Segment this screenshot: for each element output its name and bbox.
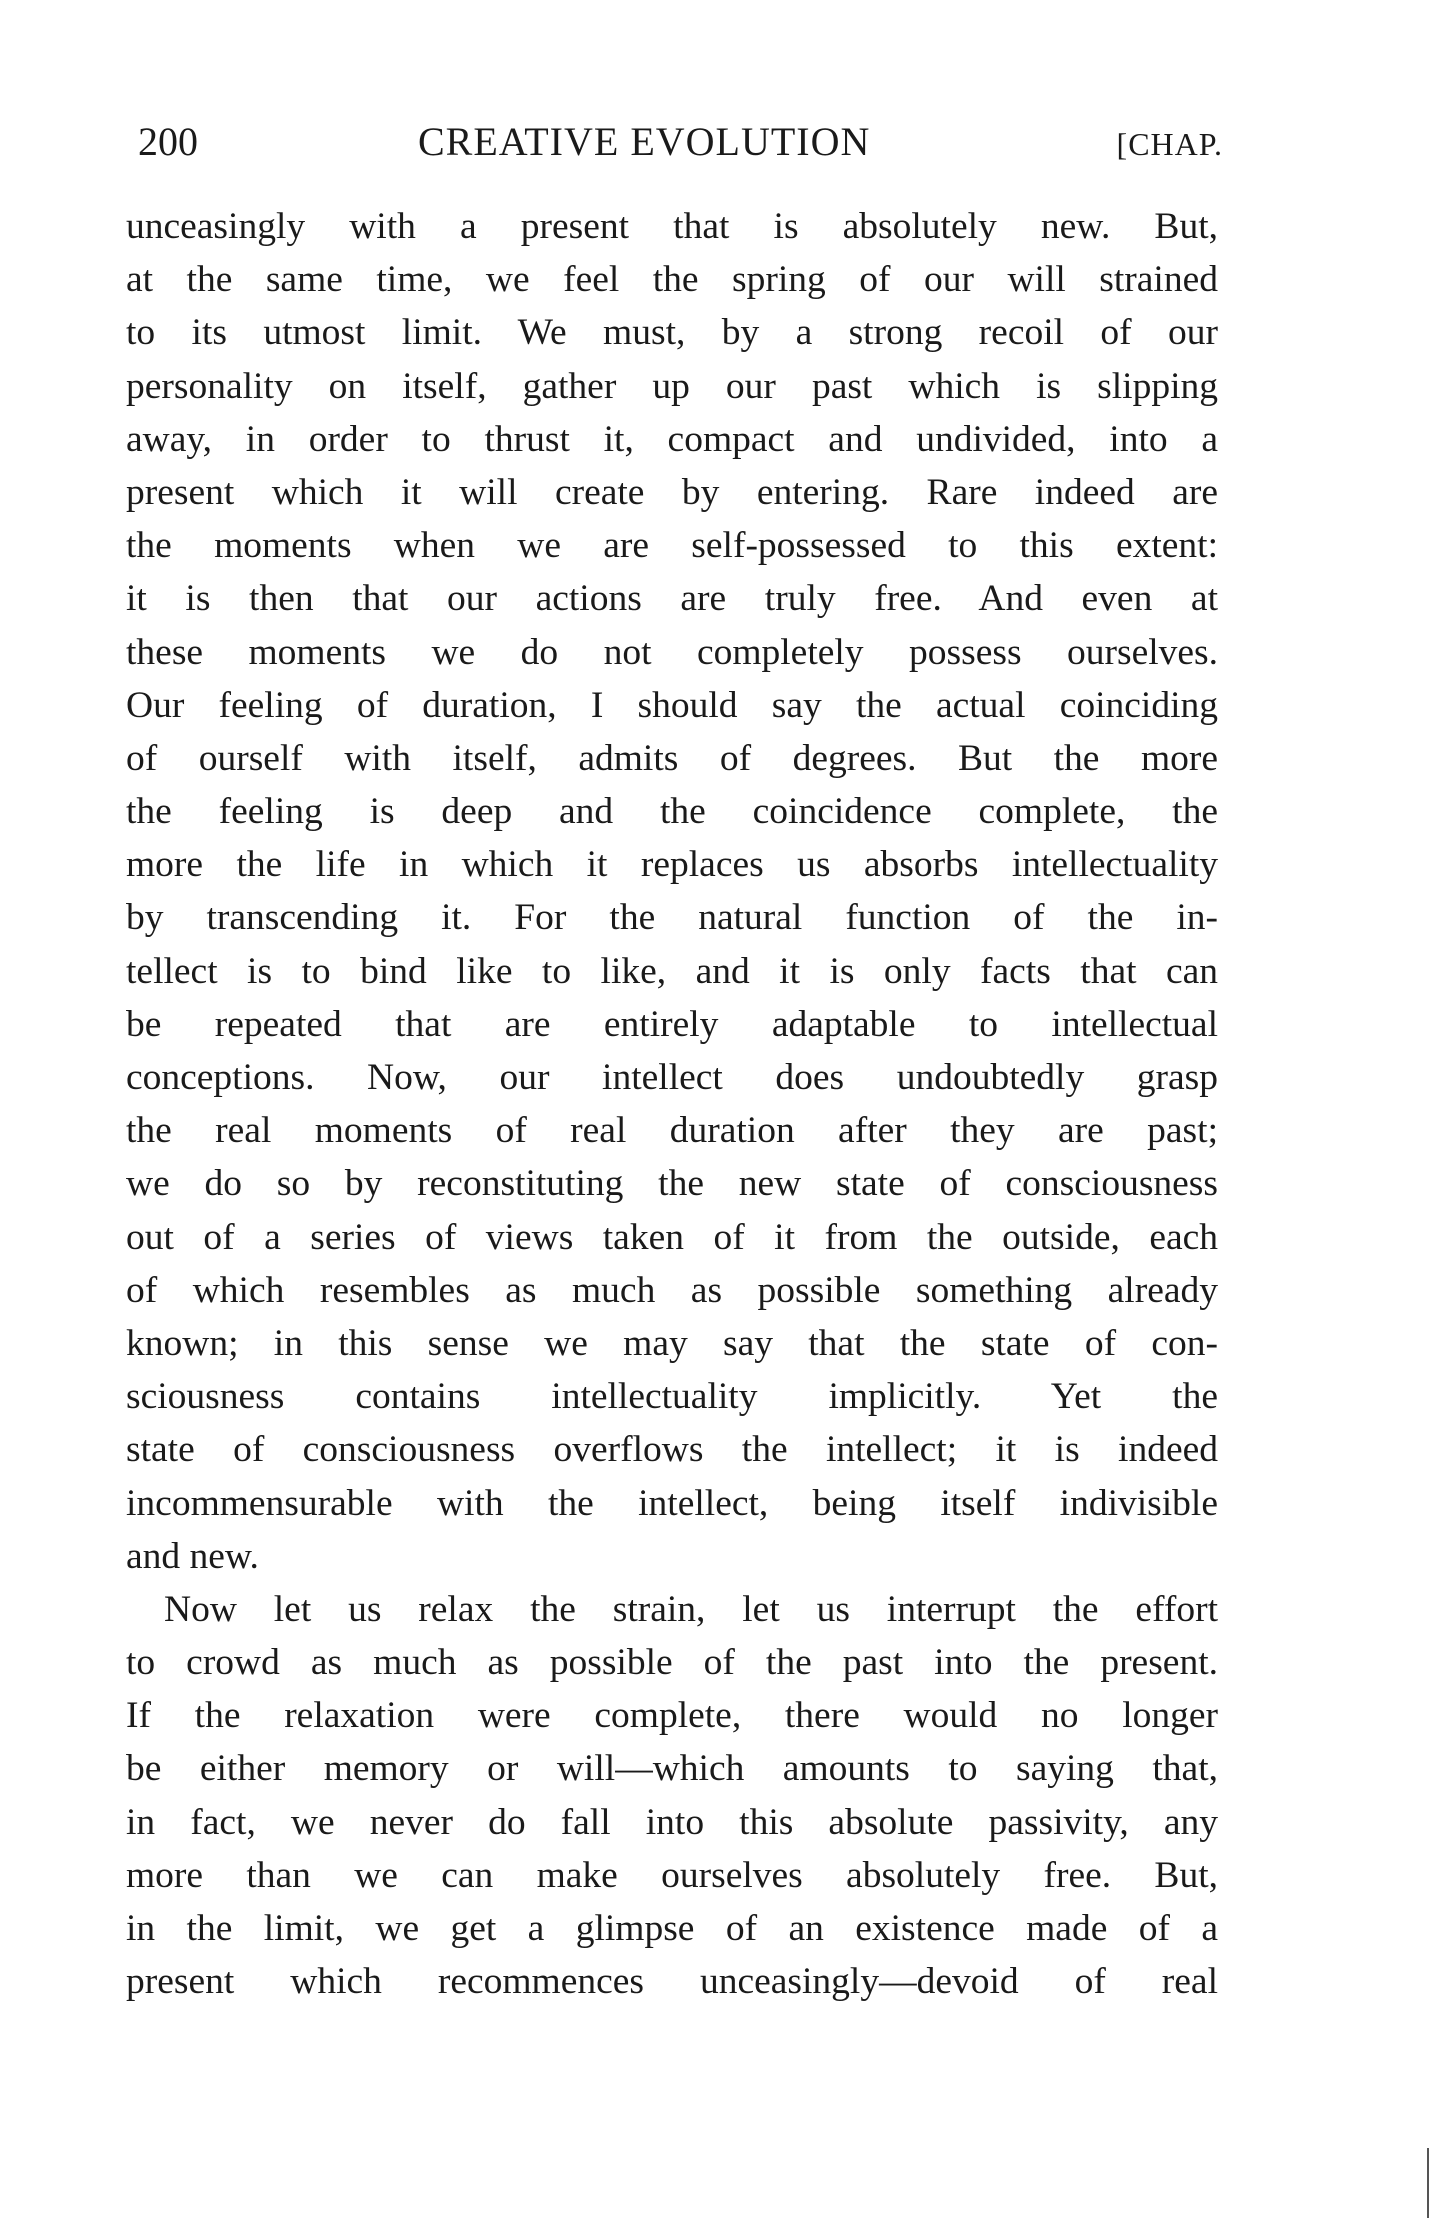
page-number: 200 [138, 119, 198, 164]
text-line: in fact, we never do fall into this absolute passivity, any [126, 1801, 1218, 1843]
text-line: the moments when we are self-possessed to this extent: [126, 525, 1218, 567]
chapter-marker: [CHAP. [1116, 126, 1223, 162]
text-line: to crowd as much as possible of the past into the present. [126, 1642, 1218, 1684]
text-line: to its utmost limit. We must, by a strong recoil of our [126, 312, 1218, 354]
text-line: of ourself with itself, admits of degrees. But the more [126, 737, 1218, 779]
text-line: the real moments of real duration after they are past; [126, 1110, 1218, 1152]
body-text [126, 200, 1218, 2008]
text-line: unceasingly with a present that is absolutely new. But, [126, 206, 1218, 247]
text-line: be either memory or will—which amounts to saying that, [126, 1748, 1218, 1790]
text-line: conceptions. Now, our intellect does undoubtedly grasp [126, 1057, 1218, 1098]
text-line: out of a series of views taken of it from the outside, each [126, 1216, 1218, 1258]
text-line: the feeling is deep and the coincidence complete, the [126, 791, 1218, 833]
text-line: If the relaxation were complete, there would no longer [126, 1695, 1218, 1737]
text-line: more than we can make ourselves absolutely free. But, [126, 1854, 1218, 1896]
text-line: more the life in which it replaces us absorbs intellectuality [126, 844, 1218, 886]
text-line: state of consciousness overflows the intellect; it is indeed [126, 1429, 1218, 1471]
text-line: by transcending it. For the natural function of the in- [126, 897, 1218, 939]
text-line: sciousness contains intellectuality implicitly. Yet the [126, 1376, 1218, 1418]
text-line: be repeated that are entirely adaptable to intellectual [126, 1003, 1218, 1045]
running-header [128, 112, 1223, 172]
text-line: it is then that our actions are truly free. And even at [126, 578, 1218, 620]
text-line: personality on itself, gather up our past which is slipping [126, 365, 1218, 407]
text-line: tellect is to bind like to like, and it is only facts that can [126, 950, 1218, 992]
text-line: these moments we do not completely possess ourselves. [126, 631, 1218, 673]
text-line: away, in order to thrust it, compact and undivided, into a [126, 418, 1218, 460]
text-line: we do so by reconstituting the new state of consciousness [126, 1163, 1218, 1205]
book-title: CREATIVE EVOLUTION [418, 119, 871, 164]
text-line: present which recommences unceasingly—devoid of real [126, 1961, 1218, 2003]
text-line: and new. [126, 1535, 259, 1577]
text-line: at the same time, we feel the spring of our will strained [126, 259, 1218, 301]
text-line: of which resembles as much as possible something already [126, 1269, 1218, 1311]
text-line: Our feeling of duration, I should say the actual coinciding [126, 684, 1218, 726]
text-line: Now let us relax the strain, let us interrupt the effort [164, 1588, 1218, 1630]
text-line: incommensurable with the intellect, being itself indivisible [126, 1482, 1218, 1524]
text-line: present which it will create by entering. Rare indeed are [126, 471, 1218, 513]
text-line: in the limit, we get a glimpse of an existence made of a [126, 1908, 1218, 1949]
text-line: known; in this sense we may say that the state of con- [126, 1322, 1218, 1364]
page-edge-mark [1427, 2148, 1429, 2218]
